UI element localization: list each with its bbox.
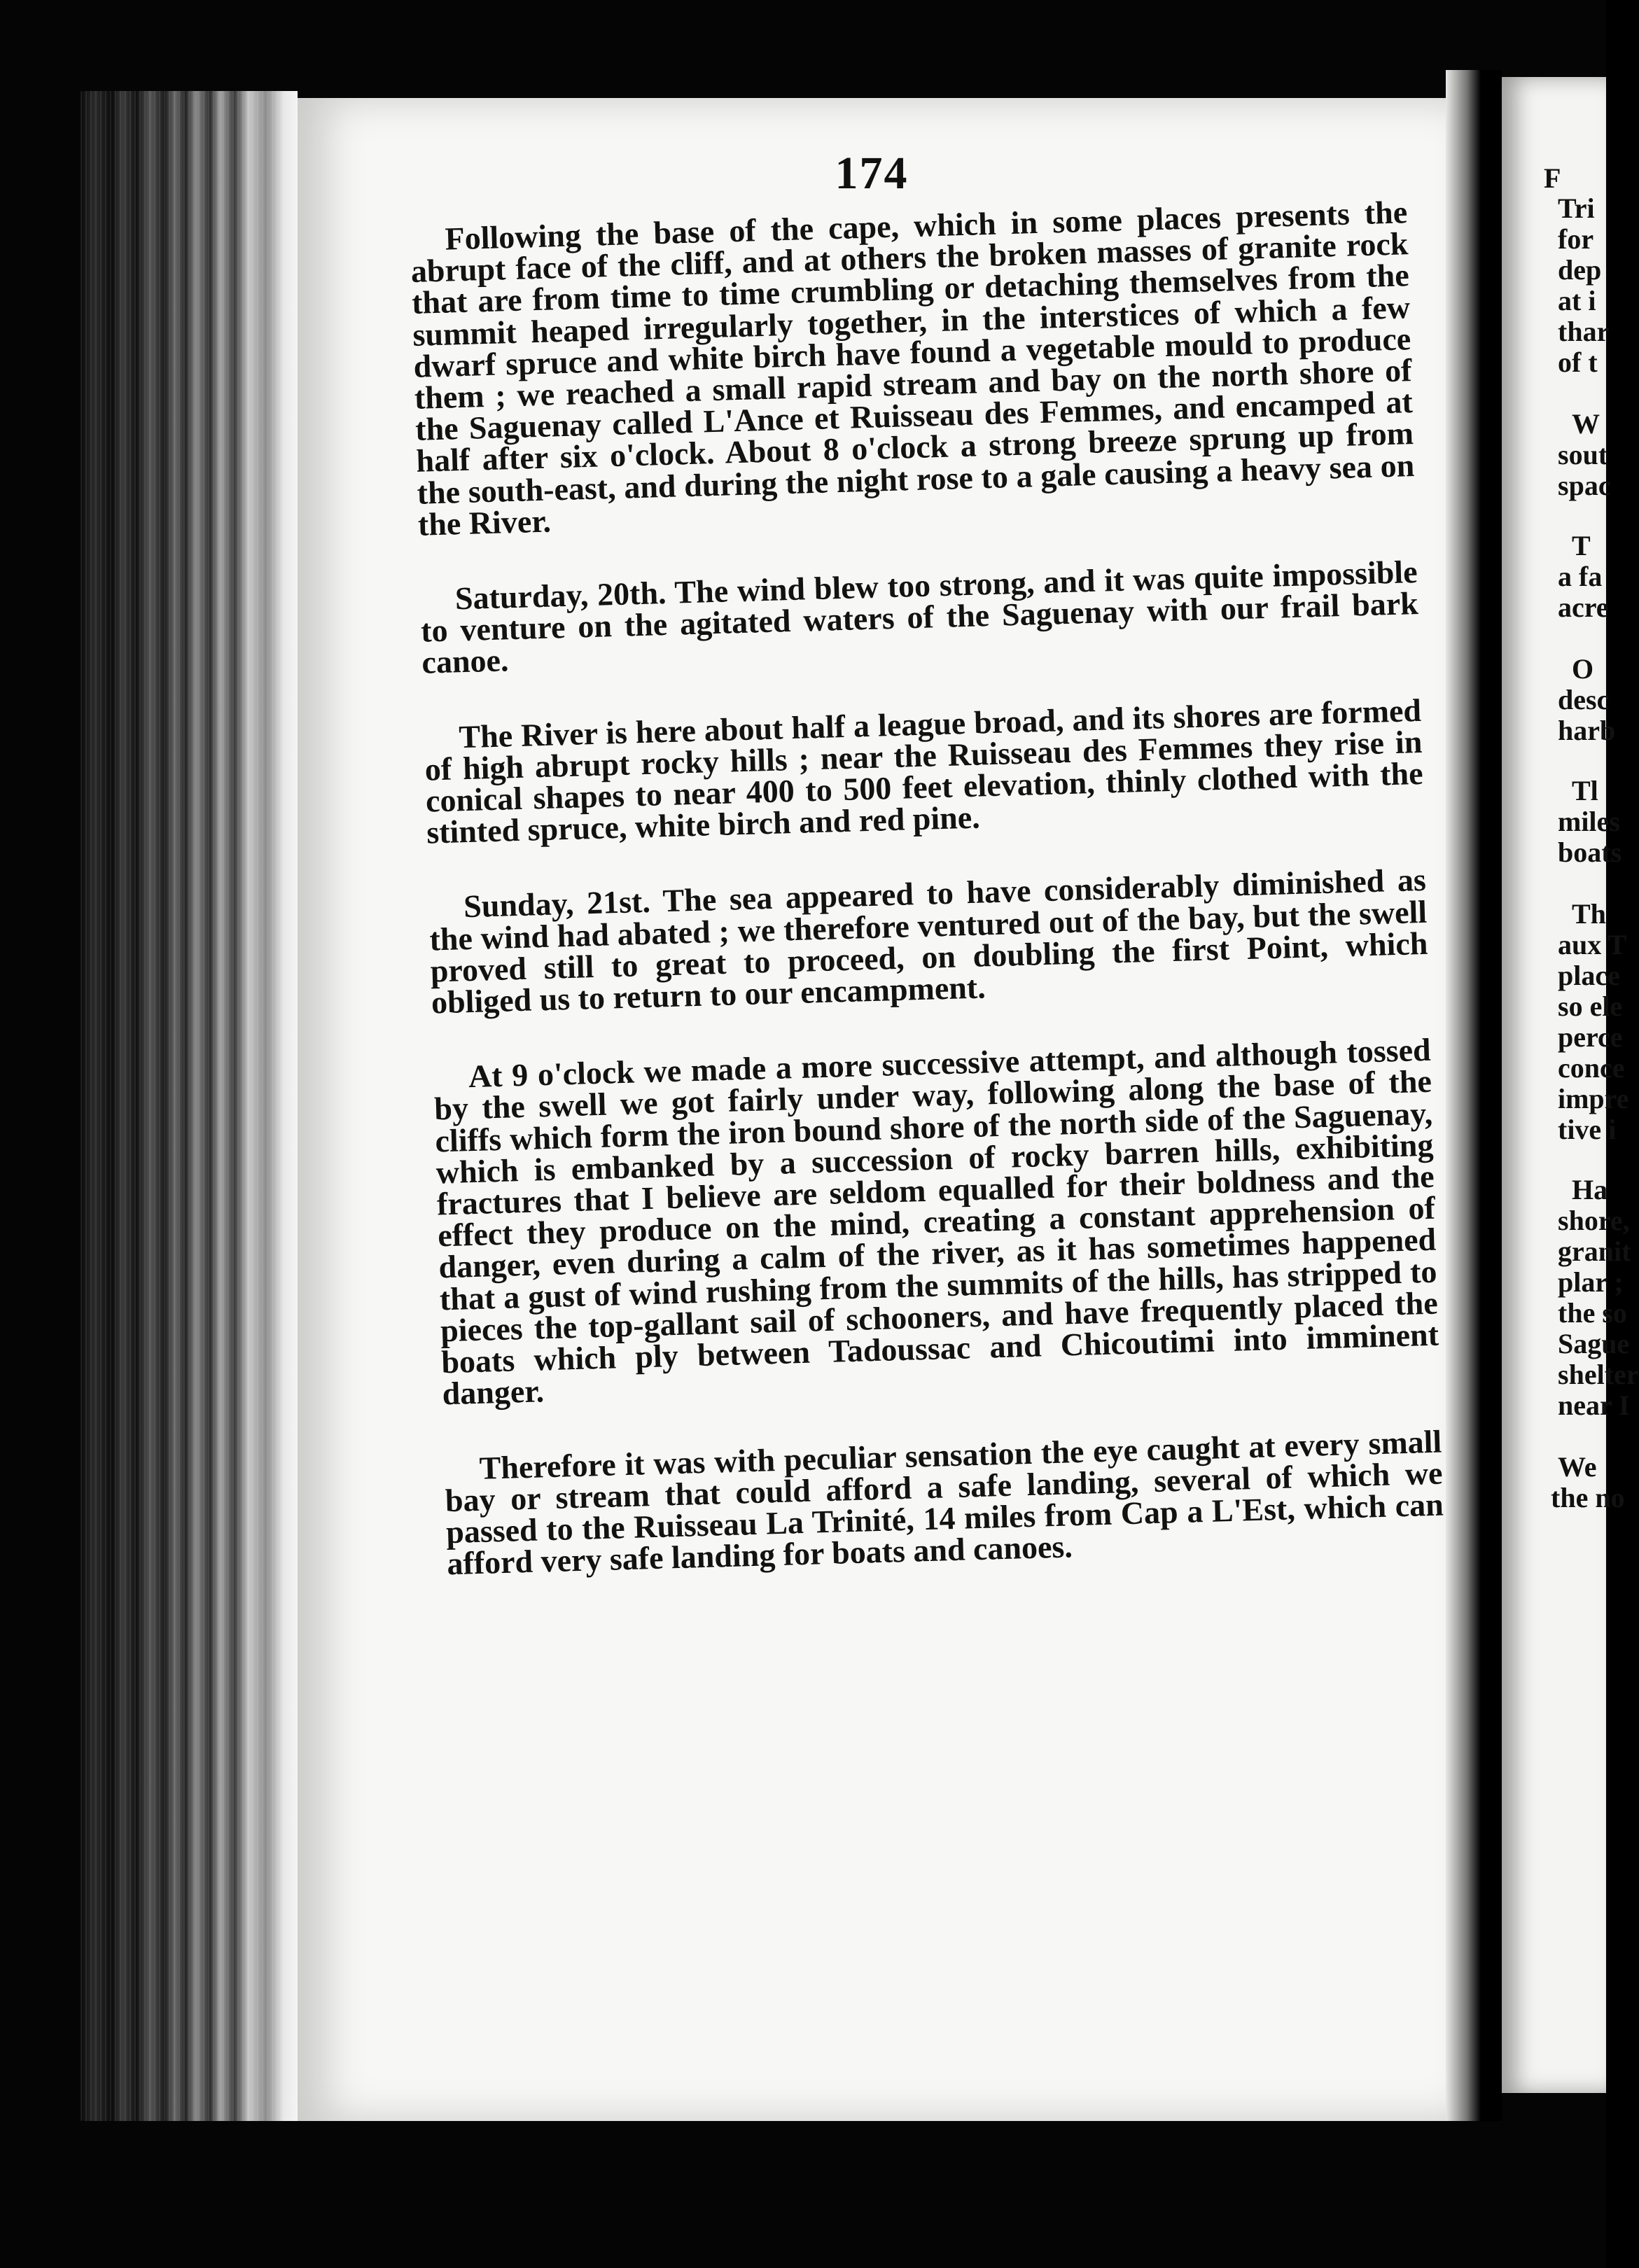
facing-fragment: near I — [1558, 1390, 1630, 1421]
paragraph-3: The River is here about half a league broad, and its shores are formed of high abrupt rocky hills ; near the Ruisseau des Femmes they rise in conical shapes to near 400 to 500 feet elevation, thinly clothed with the stinted spruce, white birch and red pine. — [424, 692, 1424, 850]
facing-fragment: thar — [1558, 316, 1610, 347]
facing-fragment: tive i — [1558, 1114, 1617, 1145]
page-text — [410, 194, 1445, 1582]
facing-fragment: acre — [1558, 592, 1609, 623]
facing-fragment: dep — [1558, 254, 1602, 286]
facing-page — [1502, 77, 1639, 2093]
facing-fragment: shore, — [1558, 1205, 1630, 1236]
book-page — [298, 98, 1446, 2121]
book-gutter — [1446, 70, 1502, 2121]
facing-fragment: O — [1572, 653, 1594, 685]
facing-fragment: the so — [1558, 1297, 1627, 1329]
facing-fragment: Ha — [1572, 1174, 1608, 1205]
facing-fragment: aux T — [1558, 929, 1627, 960]
facing-fragment: sout — [1558, 439, 1608, 470]
facing-fragment: T — [1572, 530, 1591, 561]
facing-fragment: impre — [1558, 1083, 1629, 1114]
facing-fragment: Th — [1572, 898, 1606, 930]
paragraph-1: Following the base of the cape, which in some places presents the abrupt face of the cliff, and at others the broken masses of granite rock that are from time to time crumbling or detaching themselves from the summit heaped irregularly together, in the interstices of which a few dwarf spruce and white birch have found a vegetable mould to produce them ; we reached a small rapid stream and bay on the north shore of the Saguenay called L'Ance et Ruisseau des Femmes, and encamped at half after six o'clock. About 8 o'clock a strong breeze sprung up from the south-east, and during the night rose to a gale causing a heavy sea on the River. — [410, 194, 1415, 542]
facing-fragment: Tl — [1572, 775, 1598, 806]
facing-fragment: a fa — [1558, 561, 1603, 592]
facing-fragment: spac — [1558, 470, 1611, 501]
paragraph-4: Sunday, 21st. The sea appeared to have considerably diminished as the wind had abated ; we therefore ventured out of the bay, but the swell proved still to great to proceed, on doubling the first Point, which obliged us to return to our encampment. — [428, 862, 1428, 1021]
facing-fragment: perce — [1558, 1021, 1623, 1053]
facing-fragment: the no — [1551, 1482, 1625, 1513]
facing-fragment: harb — [1558, 715, 1616, 746]
paragraph-5: At 9 o'clock we made a more successive attempt, and although tossed by the swell we got fairly under way, following along the base of the cliffs which form the iron bound shore of the north side of the Saguenay, which is embanked by a succession of rocky barren hills, exhibiting fractures that I believe are seldom equalled for their boldness and the effect they produce on the mind, creating a constant apprehension of danger, even during a calm of the river, as it has sometimes happened that a gust of wind rushing from the summits of the hills, has stripped to pieces the top-gallant sail of schooners, and have frequently placed the boats which ply between Tadoussac and Chicoutimi into imminent danger. — [433, 1032, 1439, 1412]
facing-fragment: shelter — [1558, 1359, 1639, 1390]
facing-fragment: conce — [1558, 1052, 1625, 1084]
facing-fragment: desc — [1558, 684, 1610, 715]
facing-fragment: We — [1558, 1451, 1597, 1483]
facing-fragment: Sague — [1558, 1328, 1630, 1359]
facing-fragment: place — [1558, 960, 1620, 991]
facing-fragment: F — [1544, 162, 1561, 194]
page-number: 174 — [835, 148, 909, 199]
book-page-edges — [81, 91, 298, 2121]
facing-fragment: Tri — [1558, 192, 1595, 224]
paragraph-2: Saturday, 20th. The wind blew too strong, and it was quite impossible to venture on the agitated waters of the Saguenay with our frail bark canoe. — [420, 554, 1419, 681]
facing-fragment: W — [1572, 408, 1600, 440]
facing-fragment: granit — [1558, 1236, 1631, 1267]
facing-fragment: so ele — [1558, 990, 1623, 1022]
facing-fragment: at i — [1558, 285, 1596, 316]
facing-fragment: for — [1558, 223, 1594, 255]
facing-fragment: miles — [1558, 806, 1620, 837]
paragraph-6: Therefore it was with peculiar sensation the eye caught at every small bay or stream that could afford a safe landing, several of which we passed to the Ruisseau La Trinité, 14 miles from Cap a L'Est, which can afford very safe landing for boats and canoes. — [445, 1423, 1444, 1582]
facing-fragment: of t — [1558, 346, 1598, 378]
facing-fragment: boats — [1558, 836, 1622, 868]
facing-fragment: plar ; — [1558, 1266, 1624, 1298]
